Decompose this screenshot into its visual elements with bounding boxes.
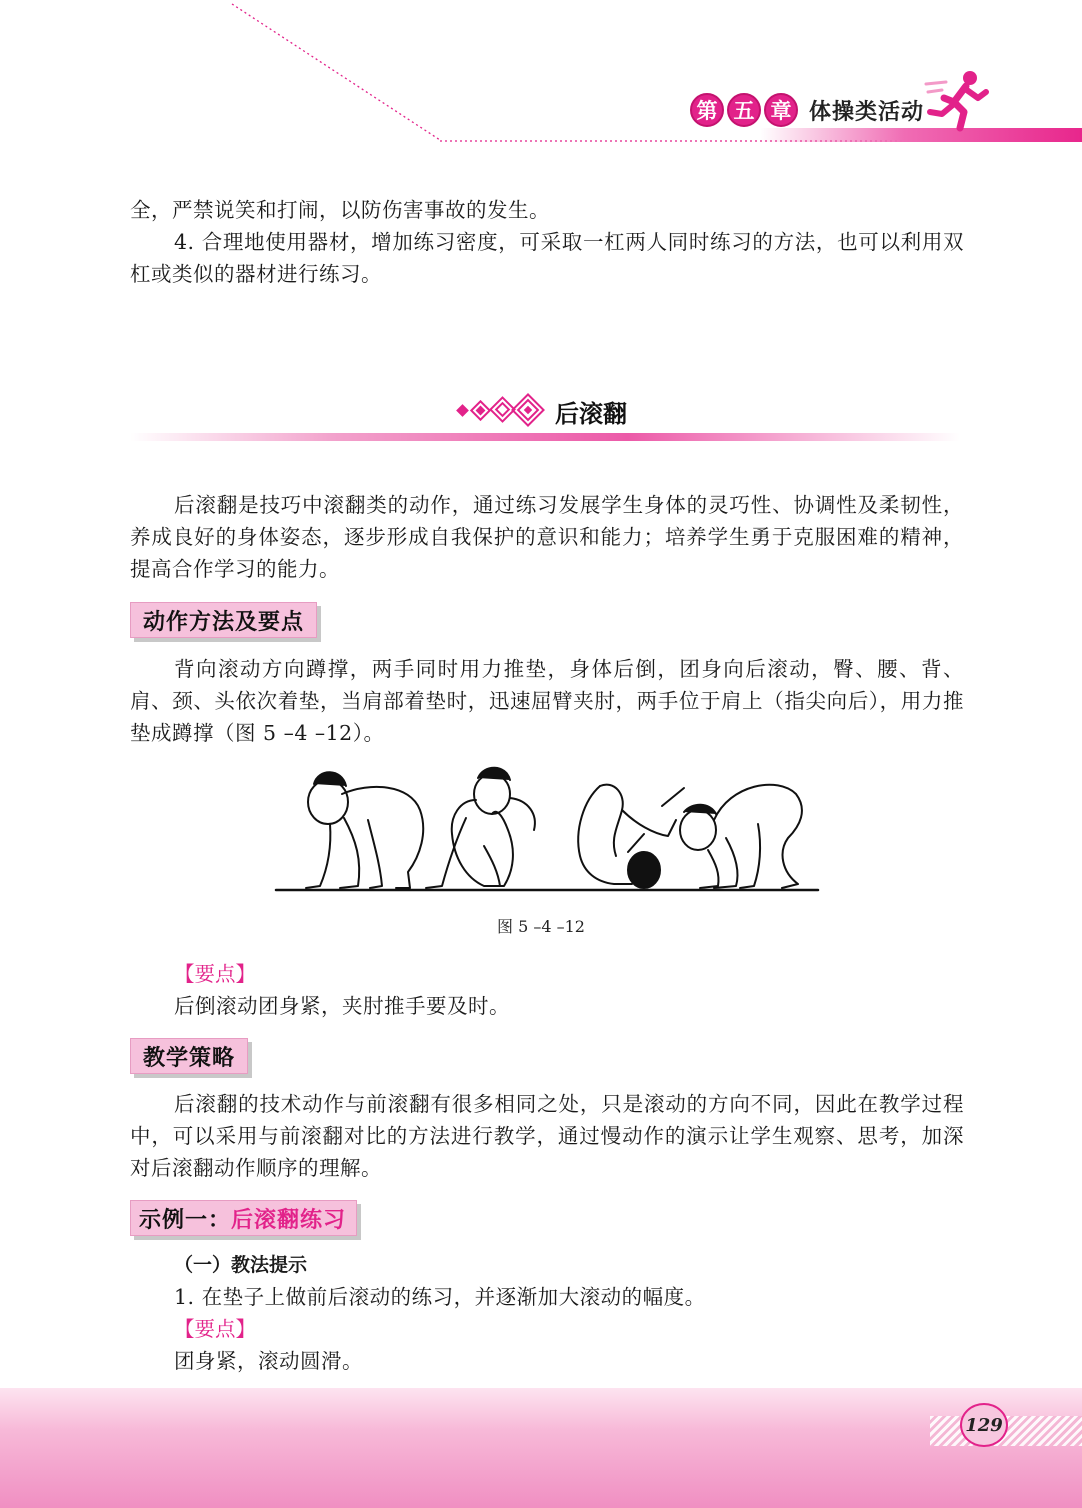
header-bar [760,128,1082,142]
section-description: 后滚翻是技巧中滚翻类的动作，通过练习发展学生身体的灵巧性、协调性及柔韧性，养成良好的身体姿态，逐步形成自我保护的意识和能力；培养学生勇于克服困难的精神，提高合作学习的能力。 [130,493,964,581]
diamond-ornament-icon [455,393,545,429]
chapter-heading [690,90,924,130]
figure-caption: 图 5 –4 –12 [497,917,585,936]
example-tag-prefix: 示例一： [139,1207,232,1233]
strategy-text: 后滚翻的技术动作与前滚翻有很多相同之处，只是滚动的方向不同，因此在教学过程中，可以采用与前滚翻对比的方法进行教学，通过慢动作的演示让学生观察、思考，加深对后滚翻动作顺序的理解。 [130,1092,964,1180]
example-key-text: 团身紧，滚动圆滑。 [174,1349,363,1373]
key-point-label: 【要点】 [174,962,256,986]
strategy-tag [130,1038,248,1074]
example-key-label: 【要点】 [174,1317,256,1341]
running-man-icon [924,68,994,132]
method-tag-label: 动作方法及要点 [143,609,305,635]
section-underline [130,433,960,441]
chapter-char: 第 [690,93,724,127]
section-title: 后滚翻 [555,399,627,428]
paragraph: 4. 合理地使用器材，增加练习密度，可采取一杠两人同时练习的方法，也可以利用双杠或类似的器材进行练习。 [130,230,964,286]
method-text: 背向滚动方向蹲撑，两手同时用力推垫，身体后倒，团身向后滚动，臀、腰、背、肩、颈、头依次着垫，当肩部着垫时，迅速屈臂夹肘，两手位于肩上（指尖向后），用力推垫成蹲撑（图 5 –4 –12）。 [130,657,964,745]
method-tag [130,602,317,638]
example-tag-title: 后滚翻练习 [231,1207,347,1233]
chapter-char: 章 [764,93,798,127]
section-heading [455,393,627,429]
page-number: 129 [960,1403,1008,1447]
example-item: 1. 在垫子上做前后滚动的练习，并逐渐加大滚动的幅度。 [174,1285,706,1309]
backward-roll-illustration [270,760,822,900]
example-tag [130,1200,357,1236]
chapter-title: 体操类活动 [809,99,925,125]
key-point-text: 后倒滚动团身紧，夹肘推手要及时。 [174,994,510,1018]
strategy-tag-label: 教学策略 [143,1045,236,1071]
chapter-char: 五 [727,93,761,127]
example-subheading: （一）教法提示 [174,1254,308,1276]
paragraph: 全，严禁说笑和打闹，以防伤害事故的发生。 [130,198,550,222]
page-footer [0,1388,1082,1508]
